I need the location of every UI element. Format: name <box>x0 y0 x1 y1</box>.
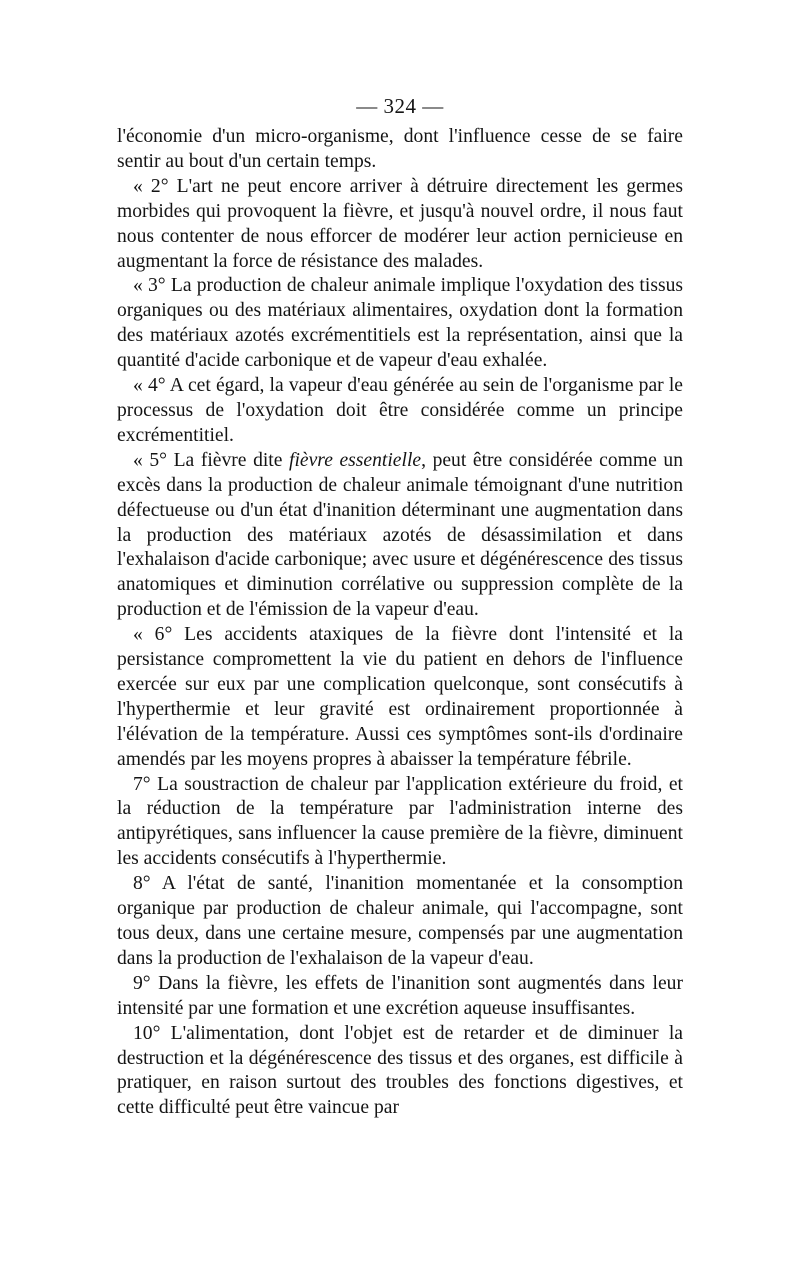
paragraph-point-2: « 2° L'art ne peut encore arriver à détruire directement les germes morbides qui provoquent la fièvre, et jusqu'à nouvel ordre, il nous faut nous contenter de nous efforcer de modérer leur action pernicieuse en augmentant la force de résistance des malades. <box>117 175 683 272</box>
page-number: — 324 — <box>356 94 444 118</box>
book-page <box>117 93 683 1121</box>
paragraph-point-10: 10° L'alimentation, dont l'objet est de retarder et de diminuer la destruction et la dégénérescence des tissus et des organes, est difficile à pratiquer, en raison surtout des troubles des fonctions digestives, et cette difficulté peut être vaincue par <box>117 1022 683 1119</box>
paragraph-point-5-lead: « 5° La fièvre dite <box>133 449 290 471</box>
paragraph-point-5 <box>117 449 683 623</box>
paragraph-continuation: l'économie d'un micro-organisme, dont l'influence cesse de se faire sentir au bout d'un certain temps. <box>117 126 683 172</box>
italic-term: fièvre essentielle <box>289 449 422 471</box>
paragraph-point-6: « 6° Les accidents ataxiques de la fièvre dont l'intensité et la persistance compromettent la vie du patient en dehors de l'influence exercée sur eux par une complication quelconque, sont consécutifs à l'hyperthermie et leur gravité est ordinairement proportionnée à l'élévation de la température. Aussi ces symptômes sont-ils d'ordinaire amendés par les moyens propres à abaisser la température fébrile. <box>117 624 683 770</box>
paragraph-point-7: 7° La soustraction de chaleur par l'application extérieure du froid, et la réduction de la température par l'administration interne des antipyrétiques, sans influencer la cause première de la fièvre, diminuent les accidents consécutifs à l'hyperthermie. <box>117 773 683 870</box>
paragraph-point-9: 9° Dans la fièvre, les effets de l'inanition sont augmentés dans leur intensité par une formation et une excrétion aqueuse insuffisantes. <box>117 972 683 1019</box>
paragraph-point-5-rest: , peut être considérée comme un excès dans la production de chaleur animale témoignant d'une nutrition défectueuse ou d'un état d'inanition déterminant une augmentation dans la production des matériaux azotés de désassimilation et dans l'exhalaison d'acide carbonique; avec usure et dégénérescence des tissus anatomiques et diminution corrélative ou suppression complète de la production et de l'émission de la vapeur d'eau. <box>117 449 683 621</box>
paragraph-point-4: « 4° A cet égard, la vapeur d'eau générée au sein de l'organisme par le processus de l'oxydation doit être considérée comme un principe excrémentitiel. <box>117 375 683 446</box>
paragraph-point-3: « 3° La production de chaleur animale implique l'oxydation des tissus organiques ou des matériaux alimentaires, oxydation dont la formation des matériaux azotés excrémentitiels est la représentation, ainsi que la quantité d'acide carbonique et de vapeur d'eau exhalée. <box>117 275 683 372</box>
paragraph-point-8: 8° A l'état de santé, l'inanition momentanée et la consomption organique par production de chaleur animale, qui l'accompagne, sont tous deux, dans une certaine mesure, compensés par une augmentation dans la production de l'exhalaison de la vapeur d'eau. <box>117 873 683 969</box>
